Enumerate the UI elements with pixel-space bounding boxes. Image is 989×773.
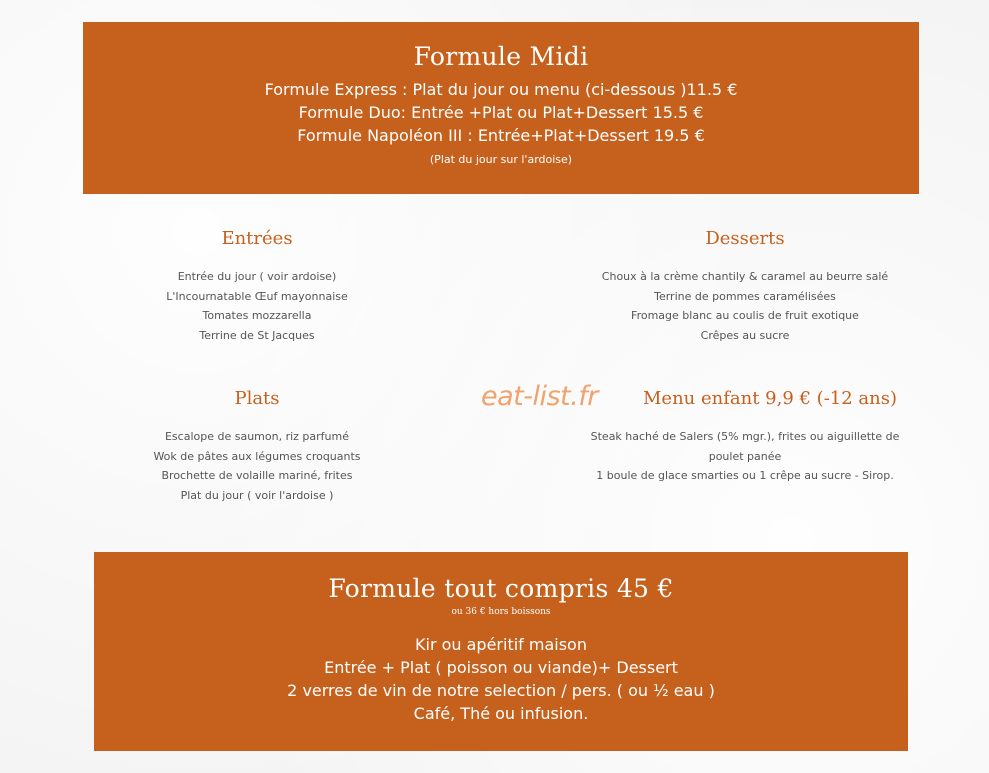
plats-list [127, 427, 387, 505]
menu-item: Tomates mozzarella [202, 309, 312, 322]
formule-midi-box [83, 22, 919, 194]
plats-title: Plats [234, 388, 280, 409]
entrees-title: Entrées [221, 228, 293, 249]
formule-midi-lines [83, 78, 919, 147]
formule-line: Kir ou apéritif maison [415, 635, 587, 654]
watermark-logo: eat-list.fr [481, 381, 598, 412]
formule-line: Formule Express : Plat du jour ou menu (ci-dessous )11.5 € [264, 80, 738, 99]
desserts-section [580, 227, 910, 345]
entrees-section [127, 227, 387, 345]
menu-enfant-section [575, 387, 915, 486]
formule-tout-compris-sub-note: ou 36 € hors boissons [451, 607, 551, 617]
plats-section [127, 387, 387, 505]
formule-line: Formule Duo: Entrée +Plat ou Plat+Dessert 15.5 € [298, 103, 704, 122]
menu-item: Escalope de saumon, riz parfumé [164, 430, 350, 443]
desserts-list [580, 267, 910, 345]
formule-midi-note: (Plat du jour sur l'ardoise) [429, 153, 573, 166]
formule-line: Formule Napoléon III : Entrée+Plat+Dessert 19.5 € [297, 126, 705, 145]
menu-item: Fromage blanc au coulis de fruit exotique [631, 309, 859, 322]
formule-midi-title: Formule Midi [413, 42, 589, 71]
menu-item: Entrée du jour ( voir ardoise) [177, 270, 337, 283]
menu-item: Crêpes au sucre [700, 328, 790, 342]
menu-item: Plat du jour ( voir l'ardoise ) [180, 488, 334, 502]
formule-tout-compris-lines [94, 633, 908, 725]
menu-item: Choux à la crème chantily & caramel au beurre salé [601, 270, 889, 283]
formule-line: Café, Thé ou infusion. [413, 704, 589, 723]
menu-item: Wok de pâtes aux légumes croquants [153, 449, 361, 463]
formule-line: 2 verres de vin de notre selection / pers. ( ou ½ eau ) [287, 681, 715, 700]
menu-item: L'Incournatable Œuf mayonnaise [166, 289, 348, 303]
menu-item: Brochette de volaille mariné, frites [161, 469, 353, 482]
menu-enfant-list [575, 427, 915, 486]
menu-item: Steak haché de Salers (5% mgr.), frites ou aiguillette de poulet panée [590, 430, 900, 463]
formule-tout-compris-title: Formule tout compris 45 € [328, 574, 674, 603]
menu-item: Terrine de pommes caramélisées [654, 289, 836, 303]
entrees-list [127, 267, 387, 345]
menu-enfant-title: Menu enfant 9,9 € (-12 ans) [642, 388, 897, 409]
menu-item: 1 boule de glace smarties ou 1 crêpe au sucre - Sirop. [596, 469, 894, 482]
menu-item: Terrine de St Jacques [199, 328, 315, 342]
desserts-title: Desserts [705, 228, 785, 249]
formule-tout-compris-box [94, 552, 908, 751]
formule-line: Entrée + Plat ( poisson ou viande)+ Dessert [324, 658, 678, 677]
